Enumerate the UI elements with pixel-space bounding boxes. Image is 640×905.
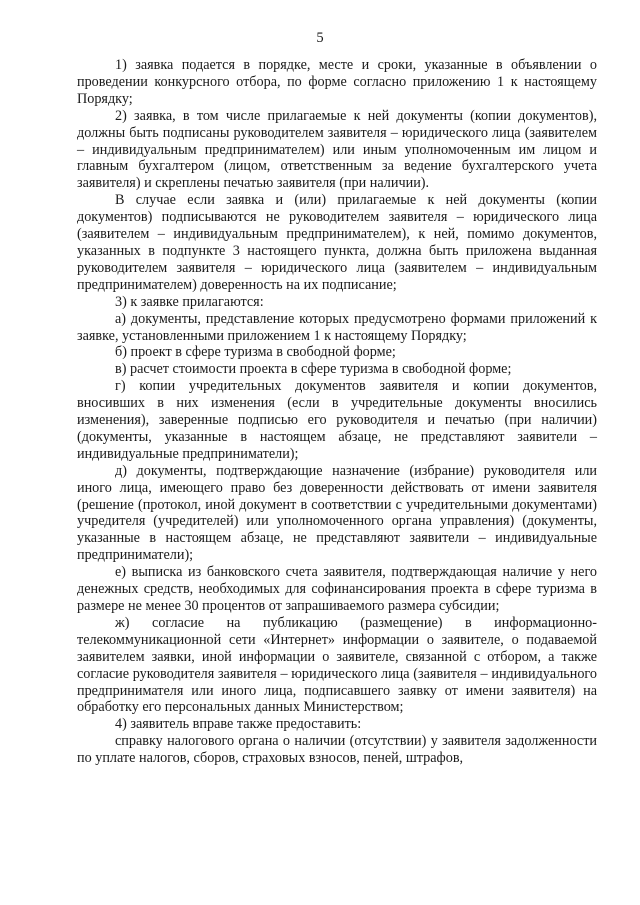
paragraph-subitem-g: г) копии учредительных документов заявителя и копии документов, вносивших в них изменения (если в учредительные документы вносились изменения), заверенные подписью его руководителя и печатью (при наличии) (документы, указанные в настоящем абзаце, не представляют заявители – индивидуальные предприниматели); (77, 378, 597, 462)
paragraph-power-of-attorney: В случае если заявка и (или) прилагаемые к ней документы (копии документов) подписываются не руководителем заявителя – юридического лица (заявителем – индивидуальным предпринимателем), к ней, помимо документов, указанных в подпункте 3 настоящего пункта, должна быть приложена выданная руководителем заявителя – юридического лица (заявителем – индивидуальным предпринимателем) доверенность на их подписание; (77, 192, 597, 293)
paragraph-item-3-attachments: 3) к заявке прилагаются: (115, 293, 264, 310)
paragraph-subitem-v: в) расчет стоимости проекта в сфере туризма в свободной форме; (115, 361, 512, 378)
paragraph-tax-certificate: справку налогового органа о наличии (отсутствии) у заявителя задолженности по уплате налогов, сборов, страховых взносов, пеней, штрафов, (77, 733, 597, 767)
paragraph-subitem-d: д) документы, подтверждающие назначение (избрание) руководителя или иного лица, имеющего право без доверенности действовать от имени заявителя (решение (протокол, иной документ в соответствии с учредительными документами) учредителя (учредителей) или уполномоченного органа управления) (документы, указанные в настоящем абзаце, не представляют заявители – индивидуальные предприниматели); (77, 462, 597, 564)
paragraph-item-2-signing: 2) заявка, в том числе прилагаемые к ней документы (копии документов), должны быть подписаны руководителем заявителя – юридического лица (заявителем – индивидуальным предпринимателем) или иным уполномоченным им лицом и главным бухгалтером (лицом, ответственным за ведение бухгалтерского учета заявителя) и скреплены печатью заявителя (при наличии). (77, 107, 597, 192)
paragraph-item-4-optional: 4) заявитель вправе также предоставить: (115, 716, 362, 733)
paragraph-subitem-zh: ж) согласие на публикацию (размещение) в информационно-телекоммуникационной сети «Интернет» информации о заявителе, о подаваемой заявителем заявки, иной информации о заявителе, связанной с отбором, а также согласие руководителя заявителя – юридического лица (заявителя – индивидуального предпринимателя или иного лица, подписавшего заявку от имени заявителя) на обработку его персональных данных Министерством; (77, 614, 597, 716)
paragraph-subitem-a: а) документы, представление которых предусмотрено формами приложений к заявке, установленными приложением 1 к настоящему Порядку; (77, 310, 597, 344)
page-number: 5 (316, 30, 324, 46)
paragraph-subitem-b: б) проект в сфере туризма в свободной форме; (115, 344, 396, 361)
paragraph-item-1-submission: 1) заявка подается в порядке, месте и сроки, указанные в объявлении о проведении конкурсного отбора, по форме согласно приложению 1 к настоящему Порядку; (77, 57, 597, 107)
paragraph-subitem-e: е) выписка из банковского счета заявителя, подтверждающая наличие у него денежных средств, необходимых для софинансирования проекта в сфере туризма в размере не менее 30 процентов от запрашиваемого размера субсидии; (77, 564, 597, 614)
page-body (77, 57, 597, 767)
